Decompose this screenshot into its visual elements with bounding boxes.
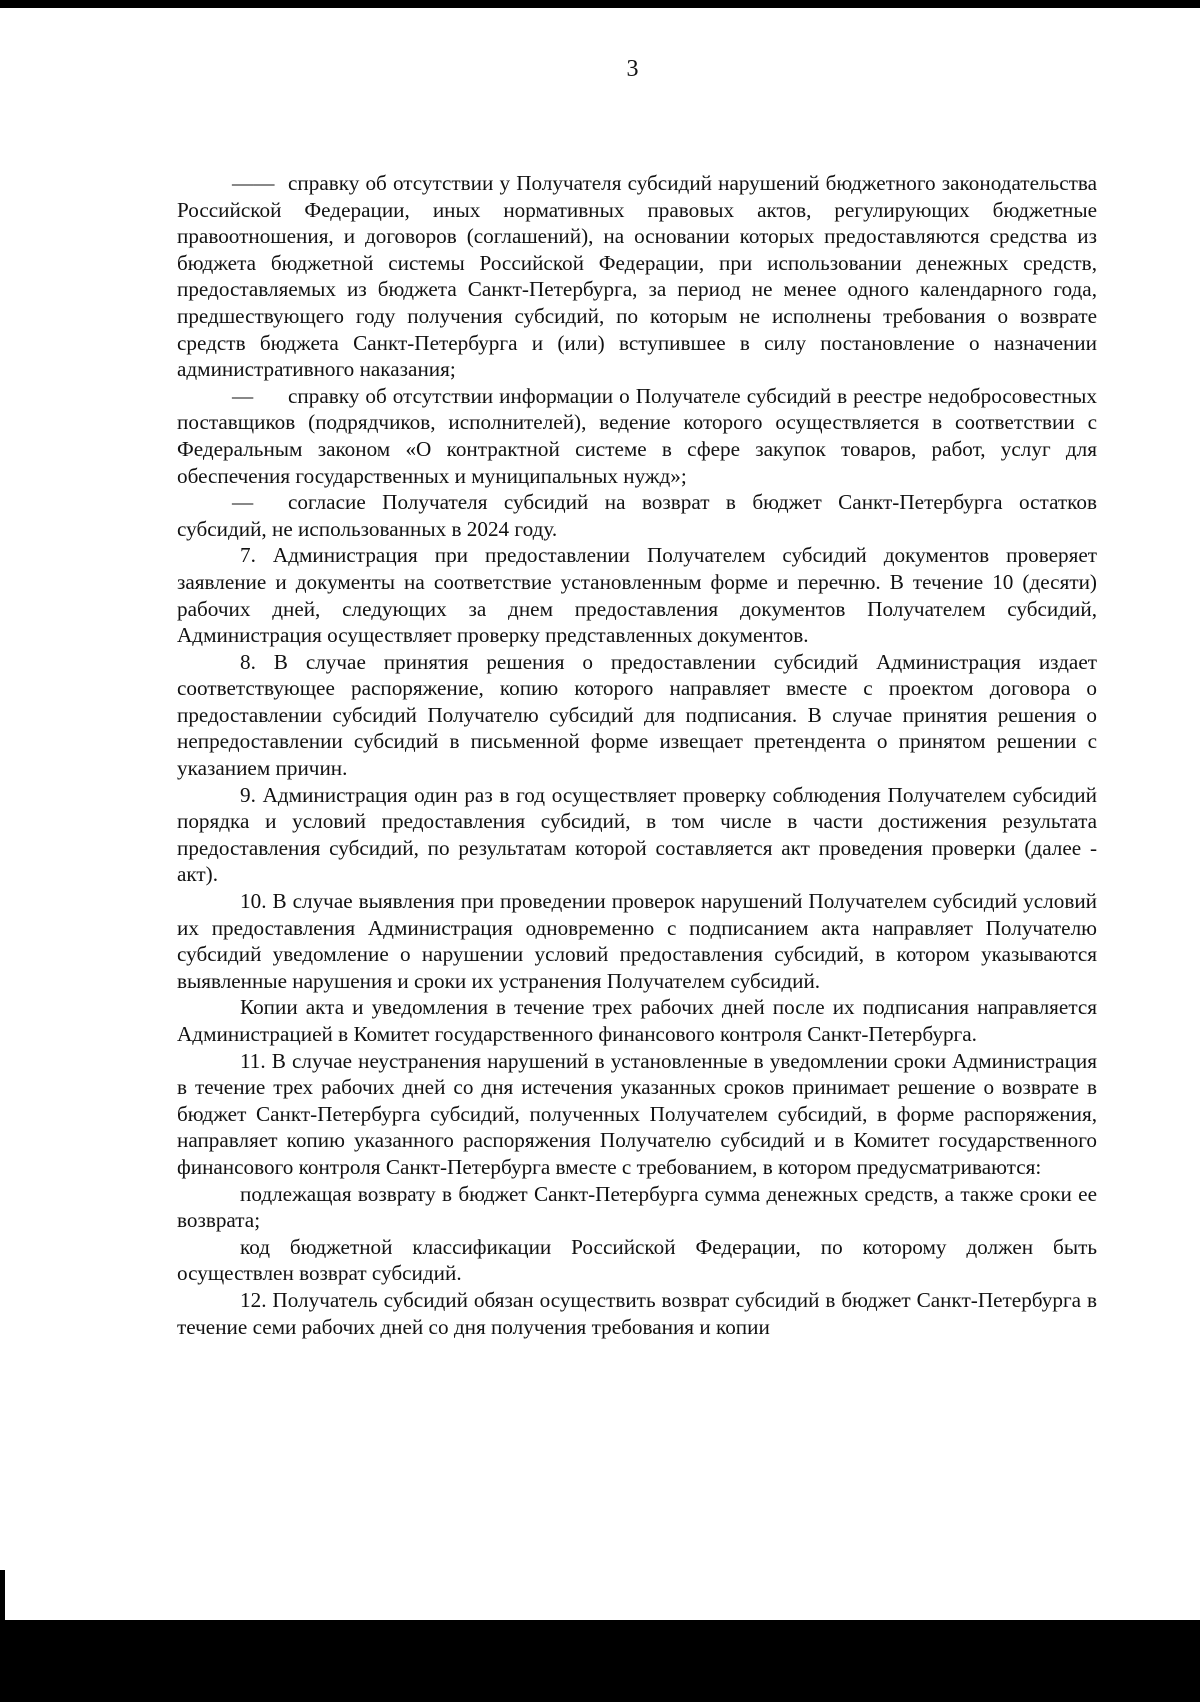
- clause-11-amount: подлежащая возврату в бюджет Санкт-Петербурга сумма денежных средств, а также сроки ее возврата;: [177, 1181, 1097, 1233]
- clause-11: 11. В случае неустранения нарушений в установленные в уведомлении сроки Администрация в течение трех рабочих дней со дня истечения указанных сроков принимает решение о возврате в бюджет Санкт-Петербурга субсидий, полученных Получателем субсидий, в форме распоряжения, направляет копию указанного распоряжения Получателю субсидий и в Комитет государственного финансового контроля Санкт-Петербурга вместе с требованием, в котором предусматриваются:: [177, 1048, 1097, 1179]
- scan-edge-mark: [0, 1570, 5, 1620]
- dash-marker: —: [232, 383, 254, 408]
- clause-12: 12. Получатель субсидий обязан осуществить возврат субсидий в бюджет Санкт-Петербурга в течение семи рабочих дней со дня получения требования и копии: [177, 1287, 1097, 1339]
- list-item-budget-violations-certificate: [177, 170, 1097, 383]
- list-item-consent: [177, 489, 1097, 542]
- dash-marker: ——: [232, 171, 275, 195]
- list-item-registry-certificate: [177, 383, 1097, 489]
- page-number: 3: [626, 56, 639, 82]
- paragraph-text: справку об отсутствии информации о Получателе субсидий в реестре недобросовестных поставщиков (подрядчиков, исполнителей), ведение которого осуществляется в соответствии с Федеральным законом «О контрактной системе в сфере закупок товаров, работ, услуг для обеспечения государственных и муниципальных нужд»;: [177, 383, 1097, 488]
- clause-10: 10. В случае выявления при проведении проверок нарушений Получателем субсидий условий их предоставления Администрация одновременно с подписанием акта направляет Получателю субсидий уведомление о нарушении условий предоставления субсидий, в котором указываются выявленные нарушения и сроки их устранения Получателем субсидий.: [177, 889, 1097, 993]
- paragraph-text: согласие Получателя субсидий на возврат в бюджет Санкт-Петербурга остатков субсидий, не использованных в 2024 году.: [177, 490, 1097, 541]
- clause-9: 9. Администрация один раз в год осуществляет проверку соблюдения Получателем субсидий порядка и условий предоставления субсидий, в том числе в части достижения результата предоставления субсидий, по результатам которой составляется акт проведения проверки (далее - акт).: [177, 782, 1097, 887]
- scan-border-top: [0, 0, 1200, 8]
- clause-7: 7. Администрация при предоставлении Получателем субсидий документов проверяет заявление и документы на соответствие установленным форме и перечню. В течение 10 (десяти) рабочих дней, следующих за днем предоставления документов Получателем субсидий, Администрация осуществляет проверку представленных документов.: [177, 543, 1097, 648]
- clause-11-budget-code: код бюджетной классификации Российской Федерации, по которому должен быть осуществлен возврат субсидий.: [177, 1234, 1097, 1286]
- document-body: [177, 170, 1097, 1340]
- dash-marker: —: [232, 490, 254, 515]
- clause-8: 8. В случае принятия решения о предоставлении субсидий Администрация издает соответствующее распоряжение, копию которого направляет вместе с проектом договора о предоставлении субсидий Получателю субсидий для подписания. В случае принятия решения о непредоставлении субсидий в письменной форме извещает претендента о принятом решении с указанием причин.: [177, 649, 1097, 781]
- scan-border-bottom: [0, 1620, 1200, 1702]
- paragraph-text: справку об отсутствии у Получателя субсидий нарушений бюджетного законодательства Российской Федерации, иных нормативных правовых актов, регулирующих бюджетные правоотношения, и договоров (соглашений), на основании которых предоставляются средства из бюджета бюджетной системы Российской Федерации, при использовании денежных средств, предоставляемых из бюджета Санкт-Петербурга, за период не менее одного календарного года, предшествующего году получения субсидий, по которым не исполнены требования о возврате средств бюджета Санкт-Петербурга и (или) вступившее в силу постановление о назначении административного наказания;: [177, 171, 1097, 382]
- clause-10-copies: Копии акта и уведомления в течение трех рабочих дней после их подписания направляется Администрацией в Комитет государственного финансового контроля Санкт-Петербурга.: [177, 995, 1097, 1046]
